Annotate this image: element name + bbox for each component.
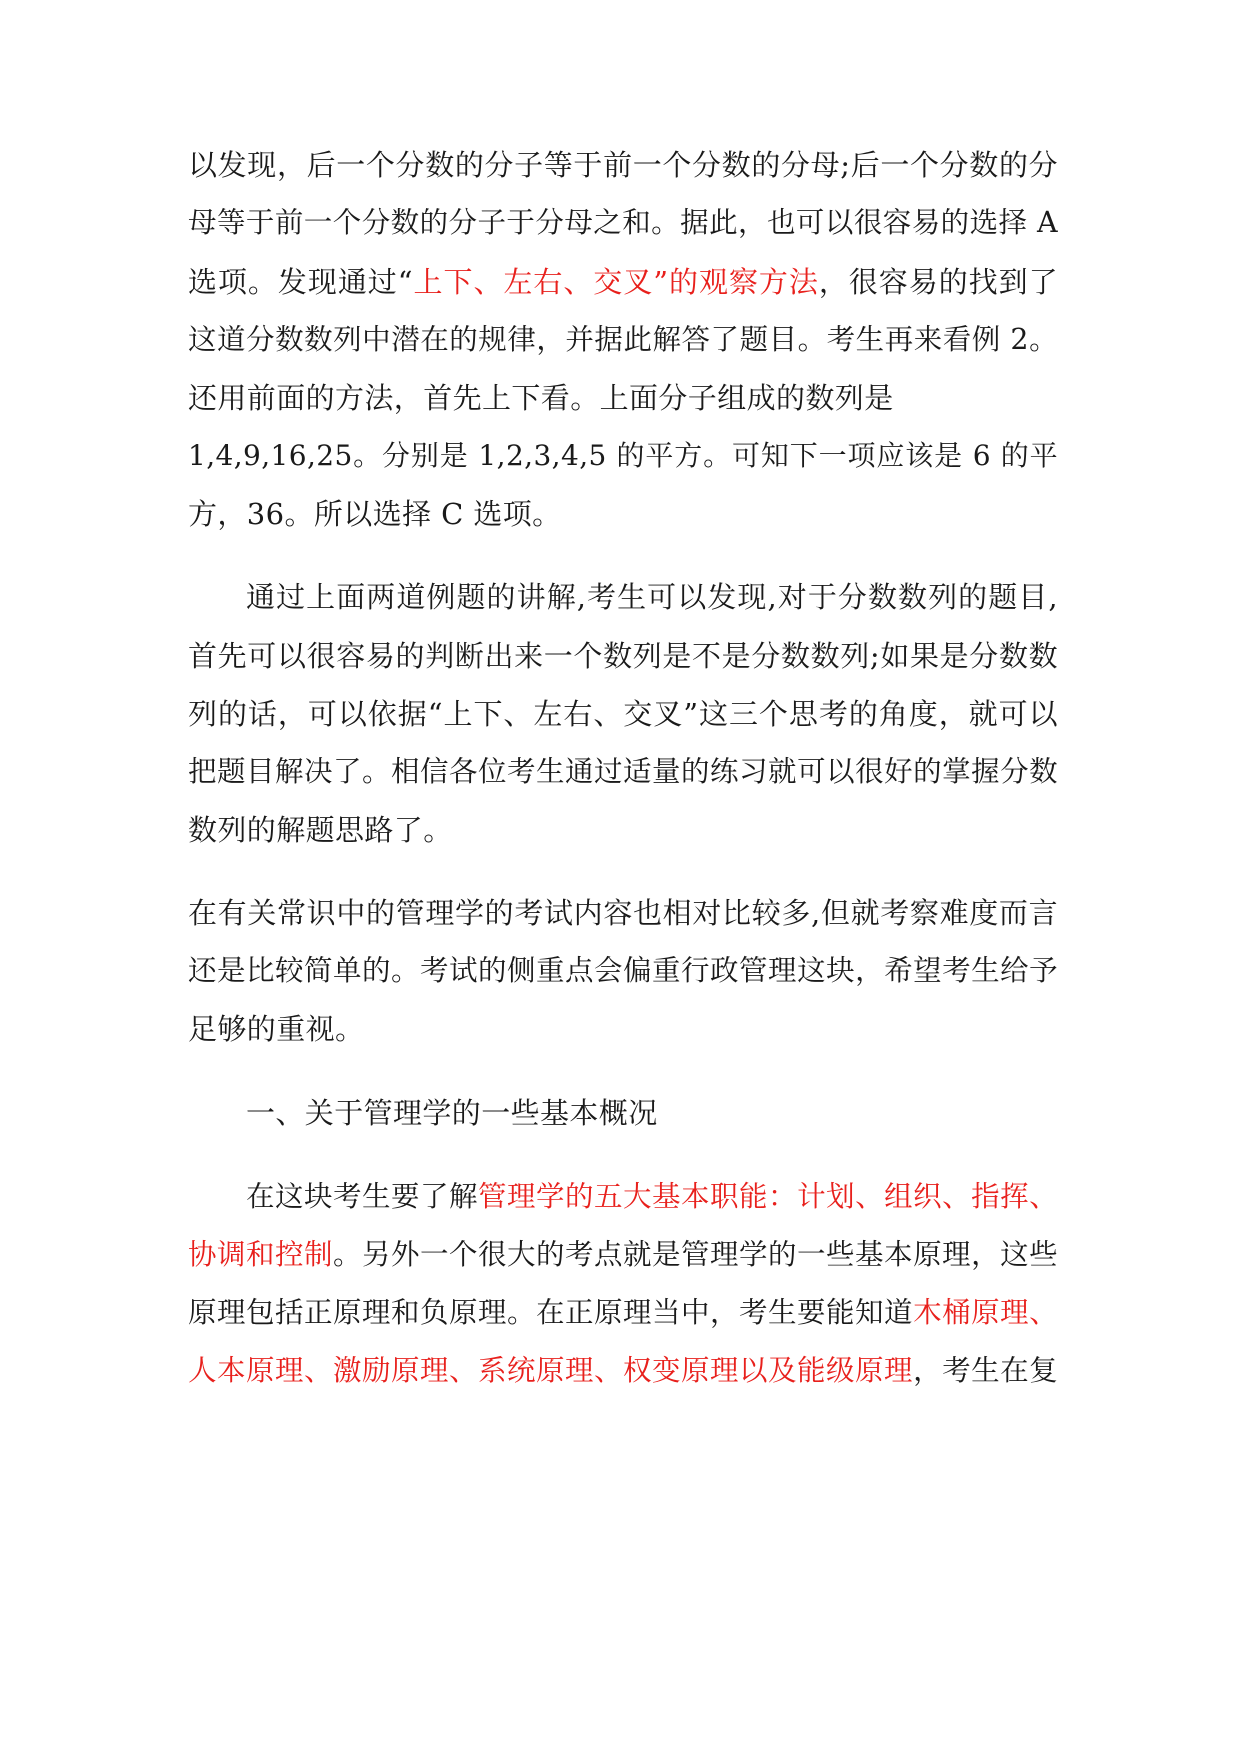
- text-line: [188, 1293, 1058, 1333]
- text-line: [188, 636, 1058, 676]
- highlighted-text-run: 上下、左右、交叉”的观察方法: [412, 265, 819, 299]
- text-line: [188, 694, 1058, 734]
- text-run: 这道分数数列中潜在的规律，并据此解答了题目。考生再来看例 2。: [188, 323, 1058, 356]
- text-line: [188, 893, 1058, 933]
- text-line: [246, 1177, 1058, 1217]
- text-line: [188, 320, 1058, 360]
- text-line: [188, 1235, 1058, 1275]
- text-run: 首先可以很容易的判断出来一个数列是不是分数数列;如果是分数数: [188, 639, 1058, 673]
- highlighted-text-run: 人本原理、激励原理、系统原理、权变原理以及能级原理: [188, 1354, 914, 1387]
- text-run: 在这块考生要了解: [246, 1180, 479, 1213]
- text-line: [188, 145, 1058, 185]
- section-heading: [246, 1093, 1058, 1133]
- text-run: 。另外一个很大的考点就是管理学的一些基本原理，这些: [333, 1238, 1058, 1271]
- text-line: [188, 1009, 1058, 1049]
- text-line: [188, 203, 1058, 243]
- text-run: 通过上面两道例题的讲解,考生可以发现,对于分数数列的题目,: [246, 580, 1058, 614]
- text-run: 足够的重视。: [188, 1012, 365, 1046]
- heading-text: 一、关于管理学的一些基本概况: [246, 1096, 658, 1130]
- text-run: 还是比较简单的。考试的侧重点会偏重行政管理这块，希望考生给予: [188, 954, 1058, 987]
- text-run: 方，36。所以选择 C 选项。: [188, 497, 562, 531]
- text-run: ，考生在复: [913, 1354, 1058, 1387]
- text-run: 原理包括正原理和负原理。在正原理当中，考生要能知道: [188, 1296, 914, 1329]
- text-line: [188, 752, 1058, 792]
- text-run: 还用前面的方法，首先上下看。上面分子组成的数列是: [188, 381, 894, 415]
- text-run: 在有关常识中的管理学的考试内容也相对比较多,但就考察难度而言: [188, 896, 1058, 930]
- highlighted-text-run: 协调和控制: [188, 1238, 334, 1271]
- text-run: 把题目解决了。相信各位考生通过适量的练习就可以很好的掌握分数: [188, 755, 1058, 788]
- text-run: 数列的解题思路了。: [188, 813, 453, 847]
- text-line: [188, 436, 1058, 476]
- text-run: 1,4,9,16,25。分别是 1,2,3,4,5 的平方。可知下一项应该是 6 的平: [188, 439, 1058, 472]
- text-line: [188, 378, 1058, 418]
- text-line: [188, 1351, 1058, 1391]
- text-line: [188, 951, 1058, 991]
- text-run: 以发现，后一个分数的分子等于前一个分数的分母;后一个分数的分: [188, 148, 1058, 182]
- text-line: [188, 810, 1058, 850]
- text-line: [246, 577, 1058, 617]
- highlighted-text-run: 管理学的五大基本职能：计划、组织、指挥、: [478, 1180, 1058, 1213]
- text-line: [188, 262, 1058, 302]
- highlighted-text-run: 木桶原理、: [913, 1296, 1058, 1329]
- text-run: 选项。发现通过“: [188, 265, 413, 299]
- text-run: 母等于前一个分数的分子于分母之和。据此，也可以很容易的选择 A: [188, 206, 1058, 239]
- text-run: 列的话，可以依据“上下、左右、交叉”这三个思考的角度，就可以: [188, 697, 1058, 731]
- text-run: ，很容易的找到了: [818, 265, 1058, 299]
- text-line: [188, 494, 1058, 534]
